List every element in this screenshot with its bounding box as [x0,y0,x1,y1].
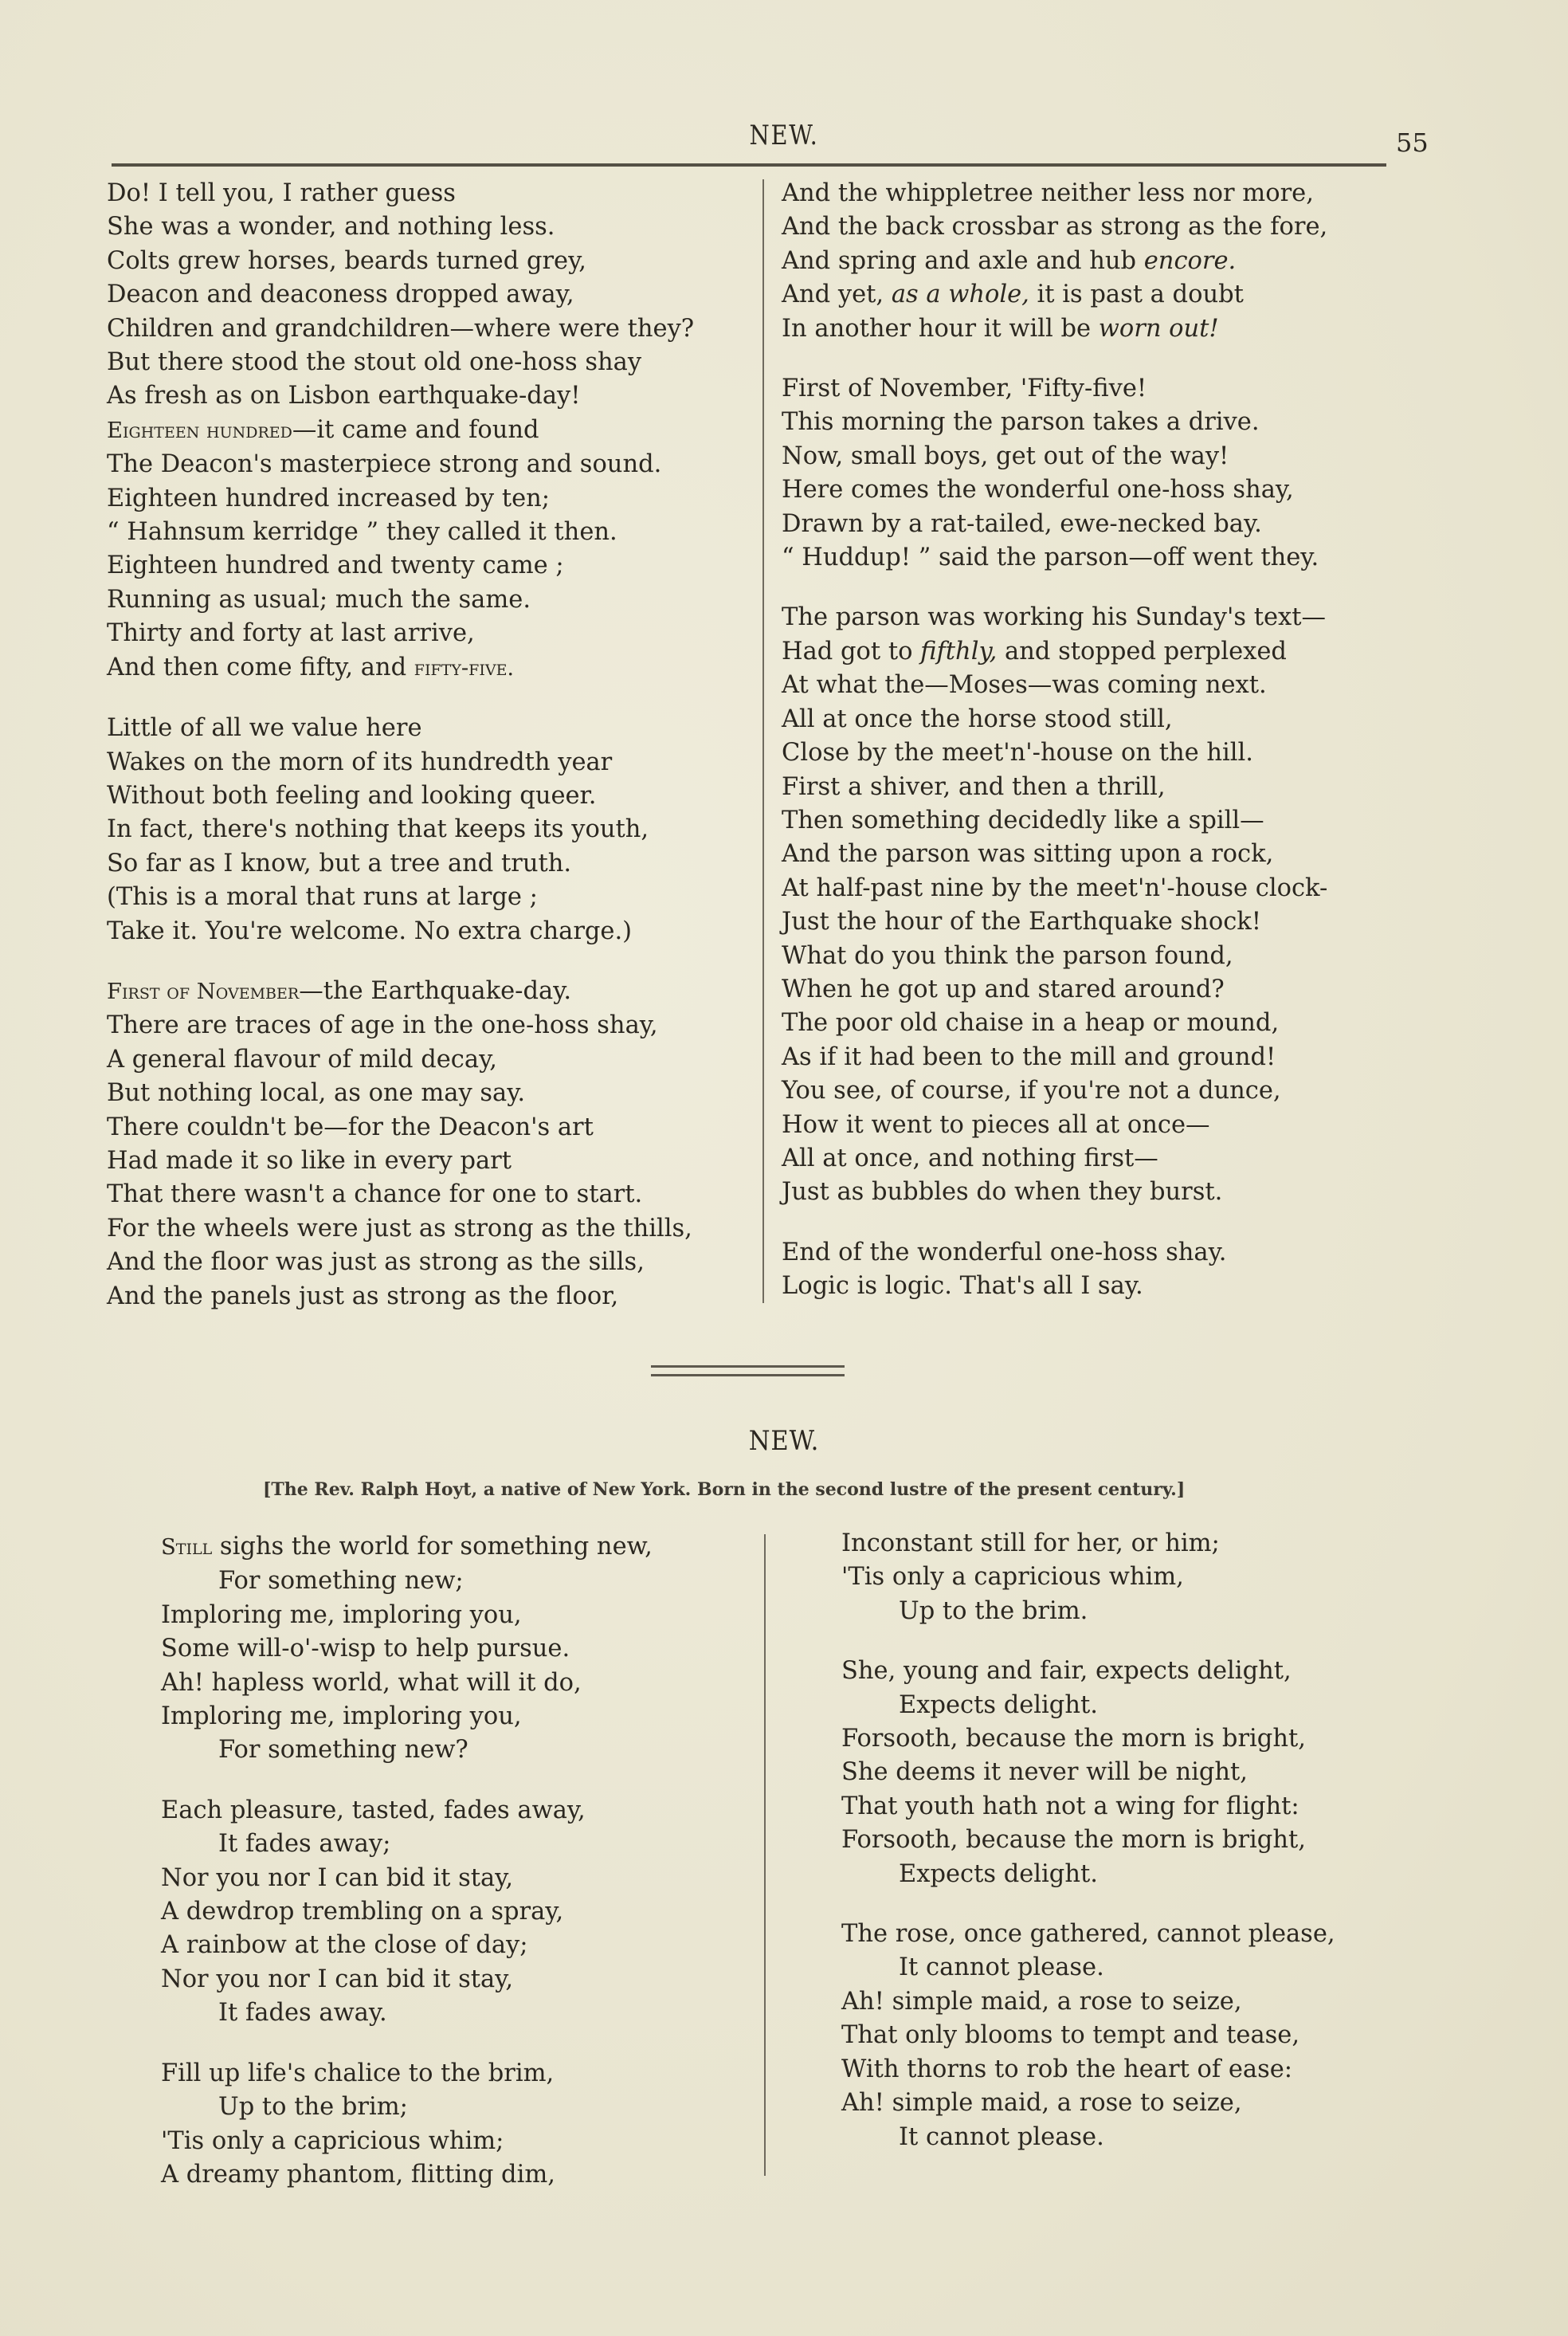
poem-left-column [161,1530,653,2218]
verse-line [107,177,694,210]
verse-line [841,1527,1335,1561]
verse-line [782,372,1327,406]
line-text: At half-past nine by the meet'n'-house clock- [782,874,1328,902]
verse-line [107,779,694,813]
line-text: Now, small boys, get out of the way! [782,442,1229,470]
page-number: 55 [1396,128,1429,158]
verse-line [107,1077,694,1110]
line-text: A dewdrop trembling on a spray, [161,1898,564,1926]
verse-line [107,1178,694,1211]
line-text: Just as bubbles do when they burst. [782,1178,1223,1207]
line-text: Nor you nor I can bid it stay, [161,1863,514,1892]
section-double-rule-bottom [651,1374,845,1376]
verse-line [782,245,1327,278]
stanza [782,177,1327,346]
verse-line [782,440,1327,473]
verse-line [782,312,1327,346]
verse-line [782,1270,1327,1303]
line-text: You see, of course, if you're not a dunce, [782,1077,1281,1105]
line-text: Little of all we value here [107,714,422,743]
stanza [107,177,694,685]
line-text: Ah! hapless world, what will it do, [161,1668,582,1697]
stanza [841,1527,1335,1628]
verse-line [782,1176,1327,1209]
verse-line [161,1632,653,1666]
verse-line [107,975,694,1009]
line-text: Fill up life's chalice to the brim, [161,2059,555,2087]
line-text: The parson was working his Sunday's text— [782,603,1327,632]
stanza [107,975,694,1313]
line-text: In another hour it will be [782,314,1099,343]
line-text: First a shiver, and then a thrill, [782,772,1166,801]
top-left-column [107,177,694,1340]
line-text: It cannot please. [899,2122,1104,2151]
verse-line [841,2087,1335,2120]
line-text: Expects delight. [899,1859,1098,1888]
verse-line [841,1790,1335,1824]
verse-line [107,482,694,516]
line-text: Children and grandchildren—where were they? [107,314,695,343]
running-title: NEW. [749,120,819,151]
verse-line [841,1595,1335,1628]
verse-line [841,1918,1335,1951]
verse-line [782,278,1327,312]
line-text: But nothing local, as one may say. [107,1079,526,1108]
verse-line [107,712,694,745]
line-text: Eighteen hundred and twenty came ; [107,552,564,580]
stanza [782,372,1327,575]
verse-line [107,1111,694,1144]
line-text: —it came and found [292,415,539,444]
verse-line [782,771,1327,804]
line-text: Wakes on the morn of its hundredth year [107,748,613,776]
line-text: Running as usual; much the same. [107,585,531,614]
italic-text: as a whole, [891,281,1029,309]
line-text: A dreamy phantom, flitting dim, [161,2160,555,2189]
verse-line [107,516,694,549]
verse-line [161,1530,653,1565]
line-text: And the back crossbar as strong as the fore, [782,213,1328,241]
line-text: Here comes the wonderful one-hoss shay, [782,476,1294,504]
line-text: (This is a moral that runs at large ; [107,883,538,912]
line-text: The poor old chaise in a heap or mound, [782,1009,1280,1038]
line-text: Nor you nor I can bid it stay, [161,1965,514,1993]
verse-line [782,601,1327,634]
verse-line [107,346,694,379]
verse-line [107,1043,694,1077]
verse-line [161,1794,653,1828]
stanza [782,1236,1327,1304]
line-text: And the panels just as strong as the floor, [107,1282,619,1310]
verse-line [841,1951,1335,1985]
verse-line [107,1144,694,1178]
header-rule [112,163,1386,167]
line-text: The rose, once gathered, cannot please, [841,1920,1335,1949]
line-text: —the Earthquake-day. [299,976,572,1005]
line-text: And yet, [782,281,892,309]
stanza [841,1655,1335,1891]
line-text: And the whippletree neither less nor more, [782,179,1314,207]
line-text: Each pleasure, tasted, fades away, [161,1796,586,1824]
line-text: Take it. You're welcome. No extra charge.) [107,917,633,945]
line-text: And the parson was sitting upon a rock, [782,840,1274,869]
verse-line [161,1895,653,1929]
verse-line [782,703,1327,736]
italic-text: fifthly, [920,637,998,665]
verse-line [107,651,694,685]
poem-attribution: [The Rev. Ralph Hoyt, a native of New York. Born in the second lustre of the present century.] [263,1479,1186,1500]
verse-line [841,1858,1335,1891]
line-text: As if it had been to the mill and ground! [782,1042,1276,1071]
line-text: Logic is logic. That's all I say. [782,1272,1143,1301]
verse-line [841,1561,1335,1594]
line-text: 'Tis only a capricious whim; [161,2126,504,2155]
line-text: For something new? [218,1736,468,1765]
line-text: Ah! simple maid, a rose to seize, [841,2089,1242,2118]
line-text: At what the—Moses—was coming next. [782,671,1267,700]
verse-line [782,973,1327,1007]
line-text: Inconstant still for her, or him; [841,1529,1220,1557]
top-right-column [782,177,1327,1330]
column-divider [764,1534,766,2176]
verse-line [841,1756,1335,1789]
line-text: A rainbow at the close of day; [161,1931,528,1960]
line-text: Close by the meet'n'-house on the hill. [782,739,1253,768]
verse-line [782,872,1327,905]
verse-line [782,406,1327,439]
verse-line [782,1142,1327,1176]
line-text: Thirty and forty at last arrive, [107,619,475,648]
line-text: As fresh as on Lisbon earthquake-day! [107,382,581,410]
verse-line [841,1985,1335,2019]
line-text: Imploring me, imploring you, [161,1702,522,1731]
line-text: Do! I tell you, I rather guess [107,179,456,207]
stanza [161,1530,653,1768]
verse-line [107,617,694,650]
italic-text: encore. [1143,246,1237,275]
verse-line [107,448,694,481]
italic-text: worn out! [1098,314,1219,343]
verse-line [107,549,694,583]
line-text: The Deacon's masterpiece strong and sound. [107,450,662,479]
verse-line [107,245,694,278]
line-text: It cannot please. [899,1953,1104,1982]
verse-line [107,210,694,244]
verse-line [782,210,1327,244]
verse-line [841,1689,1335,1722]
line-text: She was a wonder, and nothing less. [107,213,555,241]
line-text: sighs the world for something new, [212,1533,653,1561]
verse-line [107,813,694,846]
line-text: All at once the horse stood still, [782,705,1173,733]
line-text: In fact, there's nothing that keeps its youth, [107,815,649,844]
line-text: Eighteen hundred increased by ten; [107,484,551,512]
verse-line [782,1041,1327,1074]
verse-line [782,635,1327,669]
verse-line [782,669,1327,702]
line-text: Up to the brim; [218,2093,408,2122]
stanza [841,1918,1335,2154]
line-text: Up to the brim. [899,1596,1088,1625]
line-text: What do you think the parson found, [782,941,1233,970]
verse-line [107,1246,694,1279]
verse-line [782,736,1327,770]
line-text: For something new; [218,1567,464,1596]
line-text: Forsooth, because the morn is bright, [841,1826,1306,1855]
verse-line [161,1996,653,2030]
column-divider [762,179,764,1303]
line-text: How it went to pieces all at once— [782,1110,1210,1139]
verse-line [107,881,694,914]
line-text: She deems it never will be night, [841,1758,1248,1787]
line-text: When he got up and stared around? [782,975,1225,1003]
verse-line [782,1236,1327,1270]
line-text: Just the hour of the Earthquake shock! [782,908,1262,936]
poem-right-column [841,1527,1335,2181]
small-caps-text: fifty-five. [414,655,515,681]
verse-line [161,1862,653,1895]
line-text: It fades away. [218,1999,387,2028]
line-text: That youth hath not a wing for flight: [841,1792,1299,1820]
line-text: Some will-o'-wisp to help pursue. [161,1635,570,1663]
line-text: Without both feeling and looking queer. [107,781,597,810]
line-text: Ah! simple maid, a rose to seize, [841,1987,1242,2016]
verse-line [107,915,694,948]
verse-line [841,2019,1335,2052]
line-text: Had got to [782,637,921,665]
line-text: Then something decidedly like a spill— [782,806,1264,834]
line-text: 'Tis only a capricious whim, [841,1563,1184,1592]
verse-line [161,1733,653,1767]
verse-line [161,1700,653,1733]
verse-line [107,847,694,881]
line-text: There couldn't be—for the Deacon's art [107,1113,594,1141]
poem-title: NEW. [748,1425,820,1457]
verse-line [161,1565,653,1598]
verse-line [841,1655,1335,1688]
verse-line [161,1929,653,1962]
verse-line [161,2125,653,2158]
verse-line [841,2121,1335,2154]
verse-line [107,379,694,413]
verse-line [107,746,694,779]
verse-line [161,2091,653,2124]
line-text: “ Hahnsum kerridge ” they called it then. [107,518,617,547]
line-text: Expects delight. [899,1690,1098,1719]
line-text: Colts grew horses, beards turned grey, [107,246,586,275]
line-text: and stopped perplexed [997,637,1287,665]
line-text: “ Huddup! ” said the parson—off went they. [782,544,1319,572]
line-text: End of the wonderful one-hoss shay. [782,1238,1227,1266]
line-text: And spring and axle and hub [782,246,1144,275]
line-text: With thorns to rob the heart of ease: [841,2055,1293,2083]
verse-line [841,1722,1335,1756]
line-text: That there wasn't a chance for one to start. [107,1180,643,1209]
line-text: A general flavour of mild decay, [107,1045,497,1074]
line-text: Imploring me, imploring you, [161,1600,522,1629]
verse-line [782,1109,1327,1142]
verse-line [782,508,1327,541]
line-text: But there stood the stout old one-hoss shay [107,348,642,377]
verse-line [107,278,694,312]
verse-line [161,2057,653,2091]
verse-line [107,583,694,617]
line-text: For the wheels were just as strong as the thills, [107,1214,692,1243]
verse-line [782,1007,1327,1040]
stanza [161,1794,653,2031]
line-text: Drawn by a rat-tailed, ewe-necked bay. [782,509,1262,538]
verse-line [161,1667,653,1700]
section-double-rule-top [651,1365,845,1368]
small-caps-text: Still [161,1535,213,1560]
line-text: Had made it so like in every part [107,1146,512,1175]
line-text: She, young and fair, expects delight, [841,1657,1292,1686]
verse-line [782,940,1327,973]
verse-line [782,1074,1327,1108]
verse-line [841,2053,1335,2087]
verse-line [107,1280,694,1313]
verse-line [782,541,1327,575]
verse-line [107,312,694,346]
verse-line [782,838,1327,871]
line-text: All at once, and nothing first— [782,1144,1158,1172]
line-text: So far as I know, but a tree and truth. [107,849,572,877]
line-text: And the floor was just as strong as the sills, [107,1248,645,1277]
small-caps-text: First of November [107,979,300,1004]
line-text: It fades away; [218,1830,391,1859]
stanza [782,601,1327,1209]
stanza [161,2057,653,2193]
line-text: First of November, 'Fifty-five! [782,375,1147,403]
verse-line [107,1009,694,1042]
verse-line [161,1963,653,1996]
verse-line [161,2158,653,2192]
verse-line [782,177,1327,210]
line-text: Deacon and deaconess dropped away, [107,281,574,309]
line-text: And then come fifty, and [107,653,414,681]
line-text: That only blooms to tempt and tease, [841,2021,1300,2050]
small-caps-text: Eighteen hundred [107,418,292,443]
stanza [107,712,694,948]
verse-line [161,1599,653,1632]
verse-line [161,1828,653,1861]
verse-line [107,1212,694,1246]
line-text: This morning the parson takes a drive. [782,408,1260,437]
line-text: it is past a doubt [1029,281,1244,309]
verse-line [782,473,1327,507]
verse-line [841,1824,1335,1857]
line-text: There are traces of age in the one-hoss shay, [107,1011,658,1040]
verse-line [782,905,1327,939]
verse-line [107,414,694,448]
verse-line [782,804,1327,838]
line-text: Forsooth, because the morn is bright, [841,1725,1306,1753]
